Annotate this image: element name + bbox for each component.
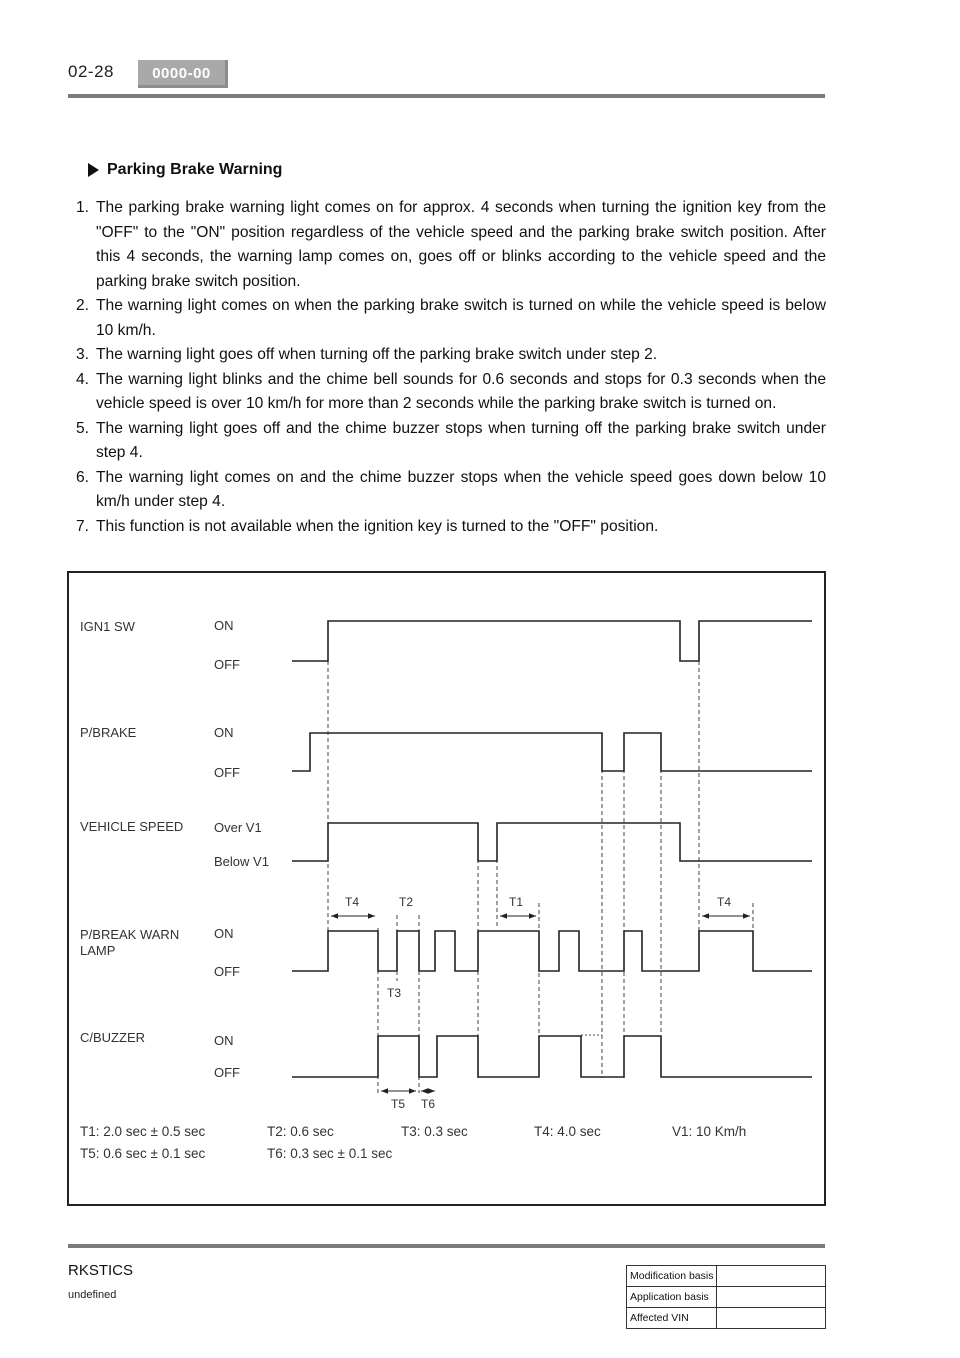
list-item: 1. The parking brake warning light comes on for approx. 4 seconds when turning the ignition key from the "OFF" to the "ON" position regardless of the vehicle speed and the parking brake switch position. After this 4 seconds, the warning lamp comes on, goes off or blinks according to the vehicle speed and the parking brake switch position. (76, 199, 826, 290)
timing-diagram (67, 571, 826, 1206)
list-item: 7. This function is not available when the ignition key is turned to the "OFF" position. (76, 517, 659, 535)
state-label-high: ON (214, 926, 234, 941)
list-item: 2. The warning light comes on when the parking brake switch is turned on while the vehicle speed is below 10 km/h. (76, 297, 826, 339)
list-item: 4. The warning light blinks and the chime bell sounds for 0.6 seconds and stops for 0.3 seconds when the vehicle speed is over 10 km/h for more than 2 seconds while the parking brake switch is turned on. (76, 370, 826, 412)
waveform-warn-lamp (292, 931, 812, 971)
legend-t4: T4: 4.0 sec (534, 1124, 601, 1139)
page-number: 02-28 (68, 62, 114, 81)
table-row (627, 1287, 826, 1308)
table-row (627, 1308, 826, 1329)
time-label: T6 (421, 1097, 436, 1111)
footer-divider (68, 1244, 825, 1248)
table-row (627, 1266, 826, 1287)
timing-arrows (331, 916, 750, 1091)
time-label: T4 (717, 895, 732, 909)
table-cell-value (717, 1266, 826, 1287)
table-cell-value (717, 1308, 826, 1329)
footer-subtext: undefined (68, 1289, 117, 1301)
signal-name-ign1: IGN1 SW (80, 619, 135, 634)
waveform-ign1 (292, 621, 812, 661)
modification-table (626, 1265, 826, 1329)
state-label-low: OFF (214, 964, 240, 979)
waveform-buzzer (292, 1036, 812, 1077)
footer-brand: RKSTICS (68, 1262, 134, 1279)
waveform-vehicle-speed (292, 823, 812, 861)
legend-t1: T1: 2.0 sec ± 0.5 sec (80, 1124, 206, 1139)
table-cell-label: Modification basis (627, 1266, 717, 1287)
timing-guides (328, 661, 753, 1093)
state-label-low: OFF (214, 1065, 240, 1080)
state-label-high: ON (214, 725, 234, 740)
steps-list (72, 196, 826, 539)
waveforms (292, 621, 812, 1077)
list-item: 3. The warning light goes off when turning off the parking brake switch under step 2. (76, 346, 658, 363)
state-label-low: Below V1 (214, 854, 269, 869)
table-cell-value (717, 1287, 826, 1308)
state-label-high: ON (214, 618, 234, 633)
list-item: 6. The warning light comes on and the chime buzzer stops when the vehicle speed goes down below 10 km/h under step 4. (76, 468, 826, 510)
play-triangle-icon (88, 163, 99, 177)
signal-name-buzzer: C/BUZZER (80, 1030, 145, 1045)
table-cell-label: Application basis (627, 1287, 717, 1308)
header-divider (68, 94, 825, 98)
signal-name-warn-lamp: P/BREAK WARN (80, 927, 180, 942)
legend-t6: T6: 0.3 sec ± 0.1 sec (267, 1146, 393, 1161)
list-item: 5. The warning light goes off and the chime buzzer stops when turning off the parking brake switch under step 4. (76, 419, 826, 461)
section-code-badge: 0000-00 (138, 60, 228, 88)
section-heading (88, 161, 282, 179)
legend-v1: V1: 10 Km/h (672, 1124, 747, 1139)
time-label: T3 (387, 986, 402, 1000)
state-label-low: OFF (214, 657, 240, 672)
section-title: Parking Brake Warning (107, 161, 283, 178)
time-label: T4 (345, 895, 360, 909)
time-label: T2 (399, 895, 414, 909)
state-label-low: OFF (214, 765, 240, 780)
time-label: T5 (391, 1097, 406, 1111)
waveform-pbrake (292, 733, 812, 771)
signal-name-warn-lamp-line2: LAMP (80, 943, 116, 958)
table-cell-label: Affected VIN (627, 1308, 717, 1329)
signal-name-vehicle-speed: VEHICLE SPEED (80, 819, 184, 834)
legend-t3: T3: 0.3 sec (401, 1124, 468, 1139)
legend-t2: T2: 0.6 sec (267, 1124, 334, 1139)
signal-name-pbrake: P/BRAKE (80, 725, 137, 740)
time-label: T1 (509, 895, 524, 909)
timing-diagram-svg (69, 573, 824, 1204)
state-label-high: Over V1 (214, 820, 262, 835)
state-label-high: ON (214, 1033, 234, 1048)
legend-t5: T5: 0.6 sec ± 0.1 sec (80, 1146, 206, 1161)
